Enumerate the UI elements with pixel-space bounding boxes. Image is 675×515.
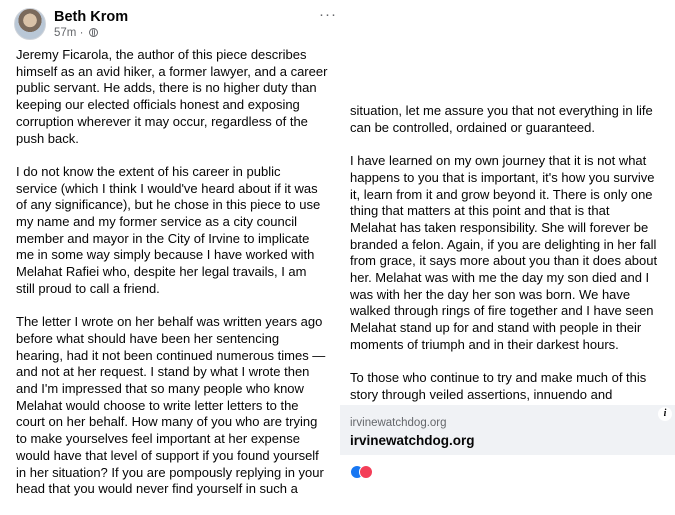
meta-separator: · <box>79 27 84 39</box>
post-paragraph: To those who continue to try and make much of this story through veiled assertions, innuendo and <box>350 370 647 402</box>
post-body-left <box>16 47 336 515</box>
link-title[interactable]: irvinewatchdog.org <box>350 433 475 448</box>
reaction-summary[interactable] <box>340 462 675 475</box>
more-options-button[interactable]: ··· <box>319 6 337 23</box>
link-preview-card[interactable] <box>340 405 675 455</box>
author-name[interactable]: Beth Krom <box>54 9 129 25</box>
post-right-column <box>340 0 675 475</box>
globe-icon <box>89 28 98 37</box>
post-paragraph: Jeremy Ficarola, the author of this piece describes himself as an avid hiker, a former lawyer, and a career public servant. He adds, there is no higher duty than keeping our elected officials honest and exposing corruption wherever it may occur, regardless of the push back. <box>16 47 328 146</box>
post-header <box>14 8 340 42</box>
post-meta <box>54 27 98 39</box>
author-avatar[interactable] <box>14 8 46 40</box>
post-left-column <box>0 0 340 497</box>
link-domain: irvinewatchdog.org <box>350 417 447 429</box>
love-reaction-icon <box>359 465 373 479</box>
post-body-right <box>350 103 670 437</box>
post-paragraph: situation, let me assure you that not everything in life can be controlled, ordained or guaranteed. <box>350 103 653 135</box>
info-icon[interactable]: i <box>658 407 672 421</box>
post-paragraph: The letter I wrote on her behalf was written years ago before what should have been her sentencing hearing, had it not been continued numerous times — and not at her request. I stand by what I wrote then and I'm impressed that so many people who know Melahat would choose to write letter letters to the court on her behalf. How many of you who are trying to make yourselves feel important at her expense would have that level of support if you found yourself in her situation? If you are pompously replying in your head that you would never find yourself in such a <box>16 314 326 497</box>
post-paragraph: I have learned on my own journey that it is not what happens to you that is important, it's how you survive it, learn from it and grow beyond it. There is only one thing that matters at this point and that is that Melahat has taken responsibility. She will forever be branded a felon. Again, if you are delighting in her fall from grace, it says more about you than it does about her. Melahat was with me the day my son died and I was with her the day her son was born. We have walked through rings of fire together and I have seen Melahat stand up for and stand with people in their moments of triumph and in their darkest hours. <box>350 153 658 352</box>
post-paragraph: I do not know the extent of his career in public service (which I think I would've heard about if it was of any significance), but he chose in this piece to use my name and my former service as a city council member and mayor in the City of Irvine to implicate me in some way simply because I have worked with Melahat Rafiei who, despite her legal travails, I am still proud to call a friend. <box>16 163 321 296</box>
post-timestamp[interactable]: 57m <box>54 27 77 39</box>
